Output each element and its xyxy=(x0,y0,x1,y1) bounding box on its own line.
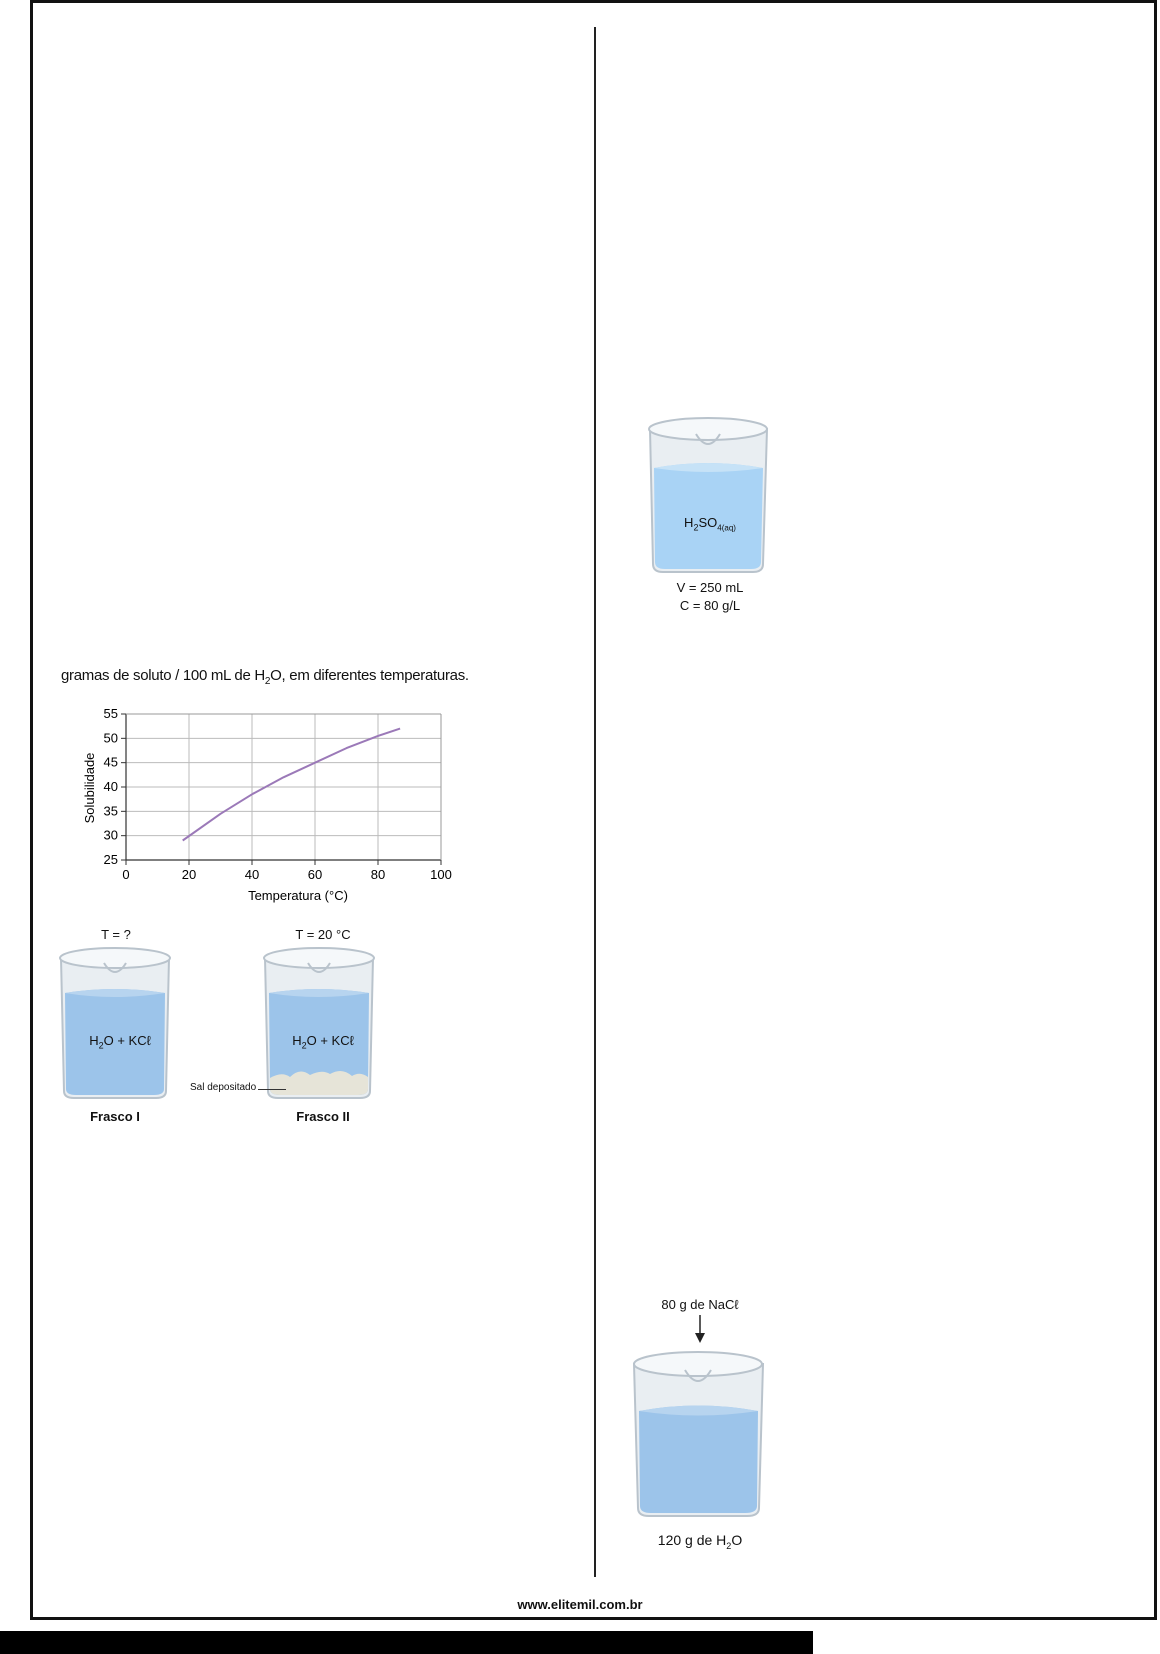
salt-bottom-sub: 2 xyxy=(726,1540,732,1551)
acid-volume: V = 250 mL xyxy=(676,580,744,595)
solubility-chart xyxy=(70,700,490,910)
x-tick-label: 20 xyxy=(181,867,197,882)
flask1-contents-sub: 2 xyxy=(98,1040,104,1051)
acid-formula xyxy=(670,515,750,533)
y-tick-label: 40 xyxy=(103,779,118,794)
flask1-top-label: T = ? xyxy=(101,927,131,942)
flask2-contents-b: O + KCℓ xyxy=(306,1033,354,1048)
down-arrow-icon xyxy=(693,1315,707,1345)
x-tick-label: 100 xyxy=(430,867,452,882)
acid-beaker xyxy=(645,412,775,577)
y-tick-label: 25 xyxy=(103,852,118,867)
flask1-name: Frasco I xyxy=(90,1109,140,1124)
flask2-contents-a: H xyxy=(292,1033,302,1048)
x-tick-label: 60 xyxy=(307,867,323,882)
salt-top-label: 80 g de NaCℓ xyxy=(661,1297,739,1312)
salt-bottom-label xyxy=(640,1532,760,1551)
column-divider xyxy=(594,27,596,1577)
acid-formula-b: SO xyxy=(698,515,718,530)
flask2-contents xyxy=(283,1033,363,1051)
salt-beaker xyxy=(629,1346,771,1521)
flask2-name: Frasco II xyxy=(296,1109,350,1124)
y-tick-label: 30 xyxy=(103,827,118,843)
x-tick-label: 40 xyxy=(244,867,260,882)
deposit-pointer xyxy=(258,1089,286,1090)
y-tick-label: 35 xyxy=(103,803,118,819)
y-tick-label: 55 xyxy=(103,706,118,721)
y-tick-label: 45 xyxy=(103,754,118,770)
chart-grid xyxy=(126,714,441,860)
flask1-beaker xyxy=(56,943,176,1103)
acid-concentration: C = 80 g/L xyxy=(679,598,741,613)
x-axis-label: Temperatura (°C) xyxy=(248,888,348,903)
y-axis-label: Solubilidade xyxy=(82,752,97,824)
salt-bottom-a: 120 g de H xyxy=(657,1532,727,1548)
chart-ticks xyxy=(104,706,452,882)
salt-bottom-b: O xyxy=(731,1532,743,1548)
acid-formula-sub1: 2 xyxy=(693,522,699,533)
flask2-beaker xyxy=(260,943,380,1103)
flask2-contents-sub: 2 xyxy=(301,1040,307,1051)
y-tick-label: 50 xyxy=(103,730,118,746)
chart-intro-text: gramas de soluto / 100 mL de H xyxy=(61,667,265,684)
acid-formula-a: H xyxy=(684,515,694,530)
flask1-contents xyxy=(80,1033,160,1051)
x-tick-label: 80 xyxy=(370,867,386,882)
acid-formula-sub2: 4(aq) xyxy=(717,523,736,533)
solubility-curve xyxy=(183,729,400,841)
chart-intro-text-end: O, em diferentes temperaturas. xyxy=(270,667,469,684)
chart-intro-sub: 2 xyxy=(264,676,271,687)
chart-series xyxy=(183,729,400,841)
flask1-contents-a: H xyxy=(89,1033,99,1048)
chart-intro xyxy=(61,667,469,687)
flask2-top-label: T = 20 °C xyxy=(295,927,351,942)
footer-url: www.elitemil.com.br xyxy=(517,1597,643,1612)
bottom-strip xyxy=(0,1631,813,1654)
x-tick-label: 0 xyxy=(122,867,130,882)
deposit-label: Sal depositado xyxy=(190,1082,257,1093)
flask1-contents-b: O + KCℓ xyxy=(103,1033,151,1048)
